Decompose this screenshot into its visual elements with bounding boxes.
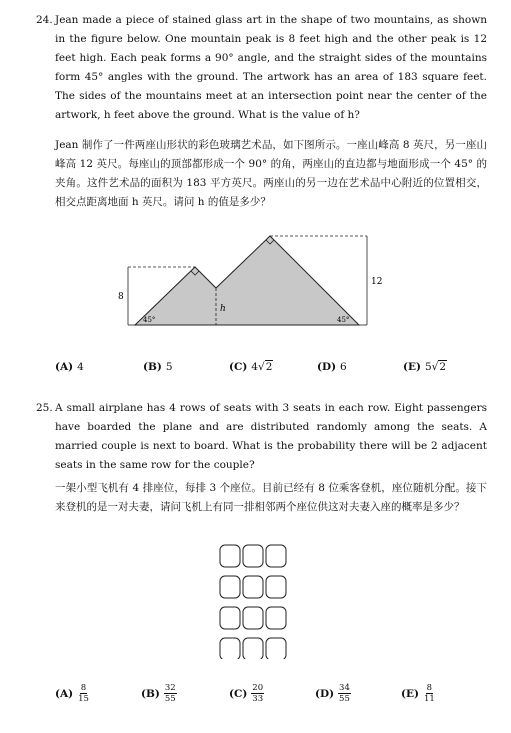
label-angle-right: 45° (337, 316, 350, 324)
choice-b[interactable]: (B) $\frac{32}{55}$ (141, 683, 176, 704)
seat (220, 607, 240, 629)
choice-c[interactable]: (C) $\frac{20}{33}$ (229, 683, 264, 704)
seat (220, 576, 240, 598)
question-25-text-en: A small airplane has 4 rows of seats with 3 seats in each row. Eight passengers have boarded the plane and are distributed randomly among the seats. A married couple is next to board. What is the probability there will be 2 adjacent seats in the same row for the couple? (55, 402, 487, 471)
mountains-figure (115, 228, 400, 333)
choice-e[interactable]: (E) $\frac{8}{11}$ (401, 683, 435, 704)
question-25-number: 25. (36, 402, 53, 414)
seat-grid (218, 543, 292, 659)
choice-d[interactable]: (D) 6 (317, 361, 347, 373)
choice-a[interactable]: (A) $\frac{8}{15}$ (55, 683, 89, 704)
choice-c[interactable]: (C) 4√2 (229, 361, 273, 373)
choice-b[interactable]: (B) 5 (143, 361, 173, 373)
seat (266, 545, 286, 567)
seat (243, 576, 263, 598)
choice-d[interactable]: (D) $\frac{34}{55}$ (315, 683, 350, 704)
choice-a[interactable]: (A) 4 (55, 361, 84, 373)
question-24-text-en: Jean made a piece of stained glass art in the shape of two mountains, as shown in the figure below. One mountain peak is 8 feet high and the other peak is 12 feet high. Each peak forms a 90° angle, and the straight sides of the mountains form 45° angles with the ground. The artwork has an area of 183 square feet. The sides of the mountains meet at an intersection point near the center of the artwork, h feet above the ground. What is the value of h? (55, 14, 487, 121)
choice-e[interactable]: (E) 5√2 (403, 361, 447, 373)
seat (243, 607, 263, 629)
label-right-height: 12 (371, 277, 383, 287)
seat (243, 545, 263, 567)
seat (266, 576, 286, 598)
question-24-choices (55, 361, 475, 391)
label-h: h (220, 304, 226, 314)
seat (266, 607, 286, 629)
mountains-shape (135, 236, 359, 325)
seat (220, 545, 240, 567)
label-left-height: 8 (118, 292, 124, 302)
seat (266, 638, 286, 659)
question-25-choices (55, 683, 475, 713)
question-25-text-zh: 一架小型飞机有 4 排座位，每排 3 个座位。目前已经有 8 位乘客登机，座位随机分配。接下来登机的是一对夫妻，请问飞机上有同一排相邻两个座位供这对夫妻入座的概率是多少？ (55, 482, 487, 513)
seat (243, 638, 263, 659)
question-24-number: 24. (36, 14, 53, 26)
question-24-text-zh: Jean 制作了一件两座山形状的彩色玻璃艺术品，如下图所示。一座山峰高 8 英尺，另一座山峰高 12 英尺。每座山的顶部都形成一个 90° 的角，两座山的直边都与地面形成一个 45° 的夹角。这件艺术品的面积为 183 平方英尺。两座山的另一边在艺术品中心附近的位置相交，相交点距离地面 h 英尺。请问 h 的值是多少？ (55, 139, 487, 208)
label-angle-left: 45° (143, 316, 156, 324)
seat (220, 638, 240, 659)
